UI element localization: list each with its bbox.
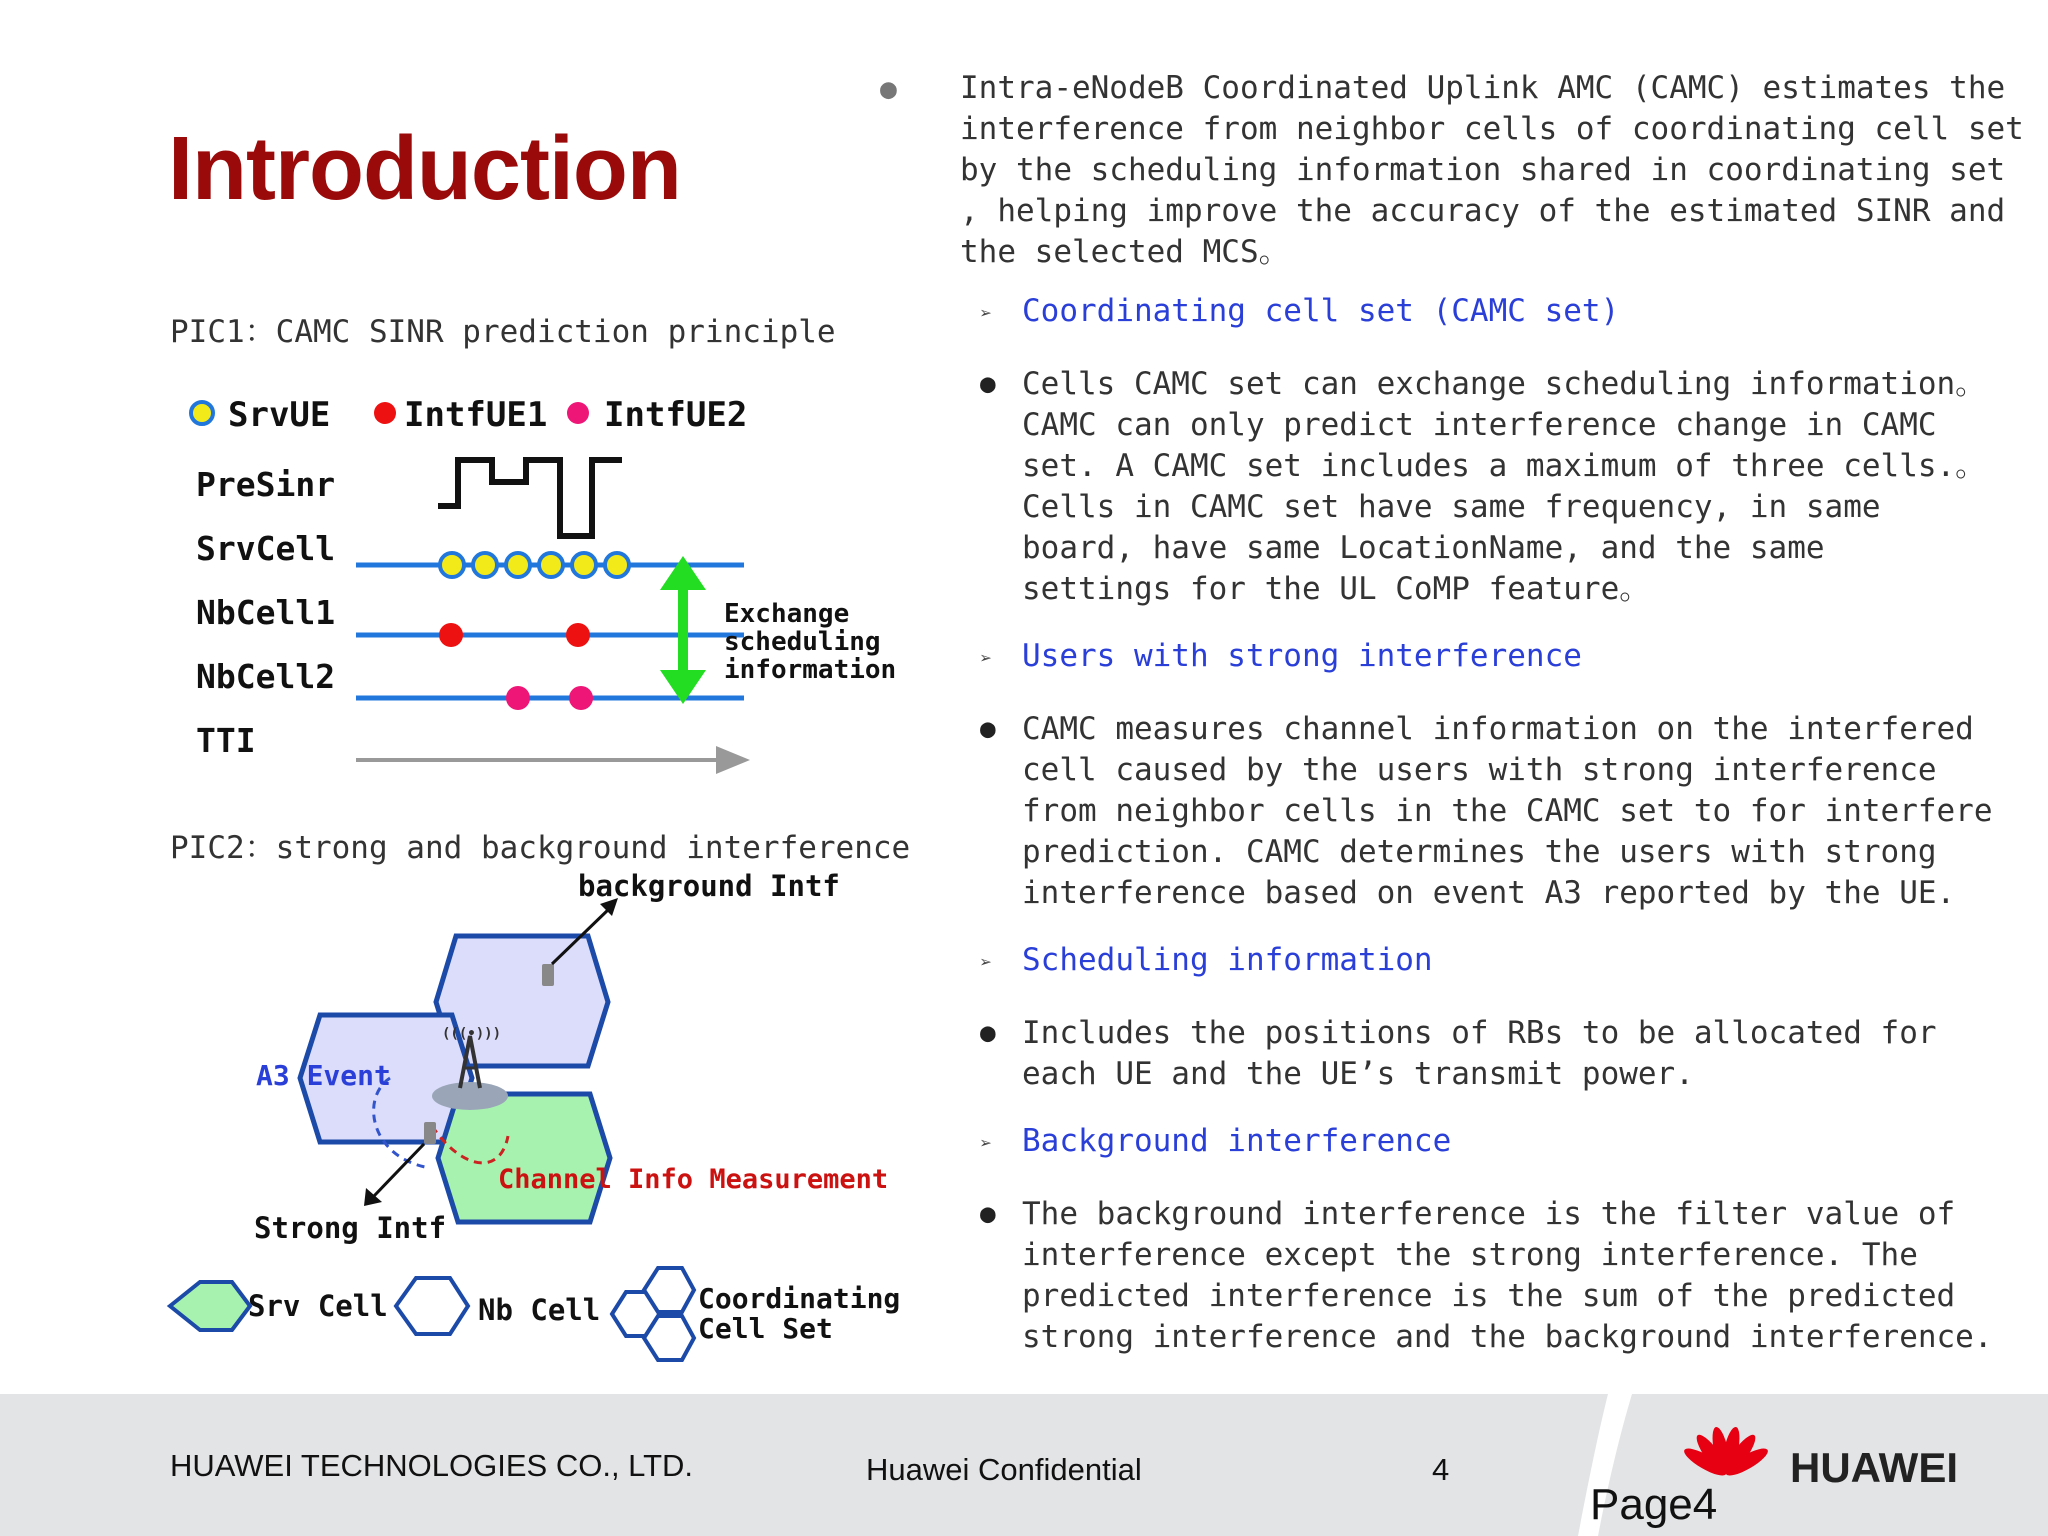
footer-confidential: Huawei Confidential (866, 1452, 1142, 1487)
pic1-caption: PIC1：CAMC SINR prediction principle (170, 314, 836, 350)
section-heading-text: Background interference (1022, 1123, 1452, 1159)
intfue1-legend-dot (374, 402, 396, 424)
intfue2-dot (569, 686, 593, 710)
lead-line: , helping improve the accuracy of the estimated SINR and (960, 193, 2006, 229)
row-tti: TTI (196, 721, 256, 760)
bullet-dot: ● (980, 1018, 996, 1048)
srvue-dot (572, 553, 596, 577)
bullet-dot: ● (980, 369, 996, 399)
srvue-dot (605, 553, 629, 577)
body-line: board, have same LocationName, and the same (1022, 530, 1825, 566)
arrow-bullet-icon: ➢ (980, 1131, 993, 1155)
legend-cell-set: Cell Set (698, 1312, 833, 1345)
srv-cell-legend-hex (170, 1282, 250, 1330)
content-column (880, 68, 2030, 1358)
huawei-brand-text: HUAWEI (1790, 1444, 1958, 1491)
body-line: Cells CAMC set can exchange scheduling information。 (1022, 366, 1987, 402)
ue-phone-icon (424, 1122, 436, 1144)
arrow-bullet-icon: ➢ (980, 301, 993, 325)
intfue1-dot (566, 623, 590, 647)
srvue-dot (506, 553, 530, 577)
row-nbcell1: NbCell1 (196, 593, 336, 632)
pic2-diagram (160, 868, 920, 1368)
information-label: information (724, 655, 897, 685)
section-heading-text: Coordinating cell set (CAMC set) (1022, 293, 1620, 329)
legend-intfue2: IntfUE2 (604, 395, 748, 435)
pic1-diagram (160, 380, 920, 790)
strong-intf-label: Strong Intf (254, 1211, 447, 1245)
coordinating-set-legend-icon (612, 1268, 694, 1360)
lead-paragraph (880, 68, 2030, 273)
a3-event-label: A3 Event (256, 1059, 391, 1092)
bullet-dot: ● (880, 72, 897, 105)
strong-intf-arrow (374, 1144, 424, 1196)
legend-nb-cell: Nb Cell (478, 1293, 601, 1327)
exchange-arrow-up (660, 556, 706, 590)
bullet-dot: ● (980, 1199, 996, 1229)
body-line: predicted interference is the sum of the predicted (1022, 1278, 1956, 1314)
section-heading (880, 636, 2030, 677)
svg-text:(((•))): (((•))) (442, 1026, 502, 1042)
body-line: cell caused by the users with strong interference (1022, 752, 1937, 788)
presinr-waveform (438, 460, 622, 536)
body-line: each UE and the UE’s transmit power. (1022, 1056, 1694, 1092)
section-body (880, 1013, 2030, 1095)
exchange-label: Exchange (724, 599, 850, 629)
section-body (880, 1194, 2030, 1358)
body-line: interference based on event A3 reported by the UE. (1022, 875, 1956, 911)
legend-coordinating: Coordinating (698, 1282, 901, 1315)
body-line: interference except the strong interference. The (1022, 1237, 1918, 1273)
row-srvcell: SrvCell (196, 529, 336, 568)
body-line: The background interference is the filter value of (1022, 1196, 1956, 1232)
srvue-dot (539, 553, 563, 577)
bullet-dot: ● (980, 714, 996, 744)
body-line: CAMC measures channel information on the interfered (1022, 711, 1974, 747)
channel-info-label: Channel Info Measurement (498, 1164, 889, 1195)
row-nbcell2: NbCell2 (196, 657, 336, 696)
arrow-bullet-icon: ➢ (980, 646, 993, 670)
background-intf-label: background Intf (578, 869, 840, 903)
srvue-dot (473, 553, 497, 577)
srvue-legend-dot (191, 402, 213, 424)
body-line: set. A CAMC set includes a maximum of three cells.。 (1022, 448, 1987, 484)
ue-phone-icon (542, 964, 554, 986)
section-heading-text: Users with strong interference (1022, 638, 1582, 674)
body-line: CAMC can only predict interference change in CAMC (1022, 407, 1937, 443)
footer-page-label: Page4 (1590, 1480, 1718, 1529)
huawei-logo (1680, 1420, 2000, 1500)
pic2-caption: PIC2：strong and background interference (170, 830, 911, 866)
lead-line: Intra-eNodeB Coordinated Uplink AMC (CAMC) estimates the (960, 70, 2006, 106)
body-line: strong interference and the background interference. (1022, 1319, 1993, 1355)
lead-line: the selected MCS。 (960, 234, 1290, 270)
footer-company: HUAWEI TECHNOLOGIES CO., LTD. (170, 1448, 694, 1483)
body-line: settings for the UL CoMP feature。 (1022, 571, 1651, 607)
srvue-dot (440, 553, 464, 577)
legend-srvue: SrvUE (228, 395, 331, 435)
arrow-bullet-icon: ➢ (980, 950, 993, 974)
section-body (880, 709, 2030, 914)
section-heading-text: Scheduling information (1022, 942, 1433, 978)
intfue2-dot (506, 686, 530, 710)
section-body (880, 364, 2030, 610)
section-heading (880, 940, 2030, 981)
section-heading (880, 291, 2030, 332)
body-line: prediction. CAMC determines the users with strong (1022, 834, 1937, 870)
slide-title: Introduction (168, 119, 681, 219)
section-heading (880, 1121, 2030, 1162)
nb-cell-legend-hex (396, 1278, 468, 1334)
tti-arrowhead (716, 746, 750, 774)
lead-line: by the scheduling information shared in coordinating set (960, 152, 2006, 188)
lead-line: interference from neighbor cells of coordinating cell set (960, 111, 2024, 147)
body-line: from neighbor cells in the CAMC set to for interfere (1022, 793, 1993, 829)
huawei-flower-icon (1681, 1426, 1771, 1480)
row-presinr: PreSinr (196, 465, 336, 504)
legend-srv-cell: Srv Cell (248, 1289, 388, 1323)
body-line: Cells in CAMC set have same frequency, in same (1022, 489, 1881, 525)
footer-page-number: 4 (1432, 1452, 1450, 1487)
intfue2-legend-dot (567, 402, 589, 424)
body-line: Includes the positions of RBs to be allocated for (1022, 1015, 1937, 1051)
intfue1-dot (439, 623, 463, 647)
legend-intfue1: IntfUE1 (404, 395, 548, 435)
scheduling-label: scheduling (724, 627, 881, 657)
